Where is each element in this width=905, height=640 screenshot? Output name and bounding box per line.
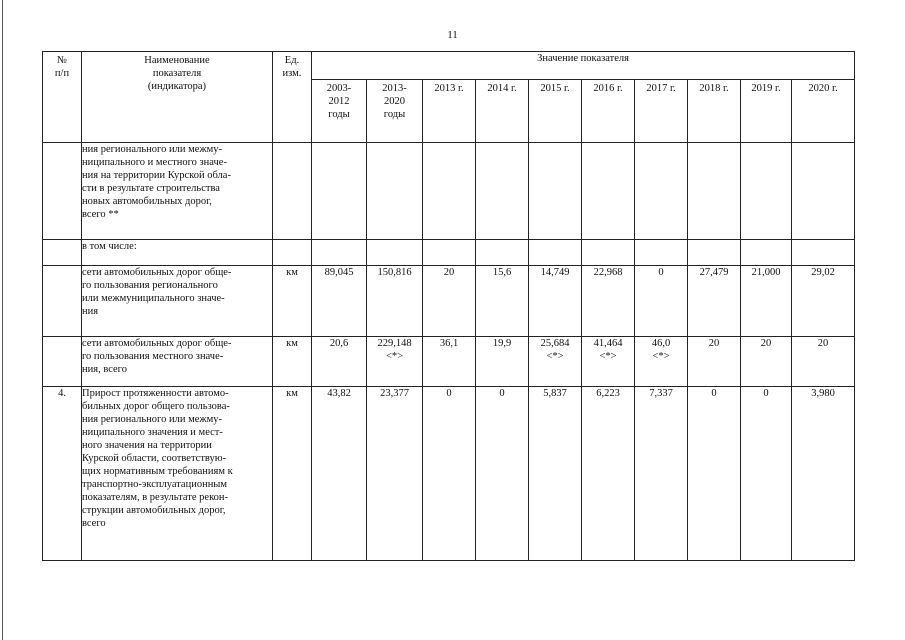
header-unit-line: изм.: [282, 68, 302, 79]
value-cell: [792, 337, 855, 387]
indicator-name-line: ния регионального или межму-: [82, 414, 223, 425]
indicator-name-line: го пользования регионального: [82, 280, 218, 291]
value-cell: [792, 240, 855, 266]
value-cell: [423, 143, 476, 240]
value-line: 0: [711, 388, 717, 399]
indicator-name-line: го пользования местного значе-: [82, 351, 224, 362]
value-line: <*>: [546, 351, 564, 362]
value-cell: [312, 266, 367, 337]
value-line: 36,1: [439, 338, 459, 349]
value-cell: [741, 266, 792, 337]
indicator-name-line: бильных дорог общего пользова-: [82, 401, 230, 412]
value-cell: [582, 387, 635, 561]
value-line: 15,6: [492, 267, 512, 278]
indicator-name: [82, 143, 273, 240]
header-num-line: №: [56, 55, 68, 66]
value-line: 43,82: [327, 388, 351, 399]
value-line: 22,968: [593, 267, 623, 278]
value-line: 25,684: [540, 338, 570, 349]
row-number: [43, 266, 82, 337]
row-number: [43, 240, 82, 266]
header-row: [43, 52, 855, 80]
value-cell: [367, 143, 423, 240]
unit-cell: [273, 240, 312, 266]
value-line: 20: [443, 267, 455, 278]
value-cell: [476, 240, 529, 266]
header-period-line: 2012: [328, 96, 350, 107]
header-unit: [273, 52, 312, 143]
indicator-name-line: новых автомобильных дорог,: [82, 196, 212, 207]
value-cell: [688, 387, 741, 561]
table-row: [43, 266, 855, 337]
value-cell: [582, 240, 635, 266]
value-cell: [423, 387, 476, 561]
value-cell: [688, 143, 741, 240]
value-cell: [792, 266, 855, 337]
unit-cell: км: [273, 266, 312, 337]
row-number: [43, 337, 82, 387]
value-line: 5,837: [543, 388, 567, 399]
value-line: 6,223: [596, 388, 620, 399]
header-num-line: п/п: [54, 68, 70, 79]
value-cell: [529, 266, 582, 337]
value-cell: [741, 143, 792, 240]
table-row: [43, 337, 855, 387]
header-period: [367, 80, 423, 143]
value-line: 229,148: [377, 338, 412, 349]
value-line: 0: [658, 267, 664, 278]
value-line: 20,6: [329, 338, 349, 349]
value-cell: [367, 266, 423, 337]
value-cell: [741, 387, 792, 561]
value-line: 27,479: [699, 267, 729, 278]
indicator-name-line: струкции автомобильных дорог,: [82, 505, 226, 516]
value-line: 89,045: [324, 267, 354, 278]
header-period-line: 2019 г.: [751, 83, 781, 94]
value-line: 3,980: [811, 388, 835, 399]
header-group-label: Значение показателя: [312, 52, 855, 80]
header-period: [635, 80, 688, 143]
indicator-name: [82, 266, 273, 337]
indicator-name-line: ного значения на территории: [82, 440, 212, 451]
indicator-name-line: ния регионального или межму-: [82, 144, 223, 155]
value-cell: [741, 240, 792, 266]
value-cell: [792, 387, 855, 561]
indicator-name-line: показателям, в результате рекон-: [82, 492, 229, 503]
header-name-line: (индикатора): [147, 81, 207, 92]
indicator-name-line: Курской области, соответствую-: [82, 453, 227, 464]
header-period-line: 2017 г.: [646, 83, 676, 94]
indicator-name: [82, 240, 273, 266]
indicator-name-line: сети автомобильных дорог обще-: [82, 267, 232, 278]
value-cell: [529, 240, 582, 266]
header-period: [529, 80, 582, 143]
value-cell: [476, 337, 529, 387]
value-cell: [367, 387, 423, 561]
value-line: 23,377: [380, 388, 409, 399]
page-number: 11: [447, 29, 458, 41]
value-line: 41,464: [593, 338, 623, 349]
indicator-name-line: всего: [82, 518, 106, 529]
value-line: 14,749: [540, 267, 570, 278]
value-line: 0: [499, 388, 505, 399]
indicator-name-line: щих нормативным требованиям к: [82, 466, 233, 477]
value-line: 29,02: [811, 267, 835, 278]
header-period-line: годы: [328, 109, 350, 120]
header-period: [476, 80, 529, 143]
indicator-name-line: ния: [82, 306, 99, 317]
value-cell: [688, 266, 741, 337]
value-cell: [635, 337, 688, 387]
value-cell: [423, 266, 476, 337]
unit-cell: [273, 143, 312, 240]
unit-cell: км: [273, 337, 312, 387]
table-row: [43, 240, 855, 266]
header-period-line: годы: [383, 109, 406, 120]
value-cell: [312, 143, 367, 240]
header-period: [688, 80, 741, 143]
value-cell: [635, 240, 688, 266]
header-num: [43, 52, 82, 143]
header-period-line: 2020: [384, 96, 405, 107]
header-period-line: 2016 г.: [593, 83, 623, 94]
value-line: 20: [760, 338, 772, 349]
value-cell: [582, 266, 635, 337]
indicator-name: [82, 387, 273, 561]
value-cell: [635, 143, 688, 240]
header-period-line: 2014 г.: [487, 83, 517, 94]
value-line: 20: [708, 338, 720, 349]
indicator-name-line: Прирост протяженности автомо-: [82, 388, 229, 399]
value-line: 7,337: [649, 388, 673, 399]
value-cell: [423, 337, 476, 387]
unit-cell: км: [273, 387, 312, 561]
indicator-name-line: ния, всего: [82, 364, 127, 375]
header-period: [582, 80, 635, 143]
value-cell: [582, 337, 635, 387]
indicator-name-line: ниципального значения и мест-: [82, 427, 223, 438]
indicator-name-line: транспортно-эксплуатационным: [82, 479, 228, 490]
value-cell: [635, 266, 688, 337]
value-line: 21,000: [751, 267, 781, 278]
value-cell: [792, 143, 855, 240]
value-line: 150,816: [377, 267, 412, 278]
value-line: 46,0: [651, 338, 671, 349]
header-period-line: 2020 г.: [808, 83, 838, 94]
value-line: <*>: [599, 351, 617, 362]
header-period: [312, 80, 367, 143]
header-period: [423, 80, 476, 143]
value-line: 20: [817, 338, 829, 349]
row-number: 4.: [43, 387, 82, 561]
value-cell: [741, 337, 792, 387]
value-cell: [423, 240, 476, 266]
indicator-name: [82, 337, 273, 387]
value-cell: [312, 337, 367, 387]
header-name-line: показателя: [152, 68, 202, 79]
value-cell: [688, 240, 741, 266]
indicator-table: [42, 51, 855, 561]
indicator-name-line: всего **: [82, 209, 119, 220]
value-cell: [582, 143, 635, 240]
value-line: <*>: [385, 351, 404, 362]
value-cell: [367, 240, 423, 266]
value-cell: [688, 337, 741, 387]
indicator-name-line: или межмуниципального значе-: [82, 293, 225, 304]
value-line: 0: [763, 388, 769, 399]
header-period: [741, 80, 792, 143]
value-cell: [367, 337, 423, 387]
value-cell: [312, 387, 367, 561]
header-name-line: Наименование: [144, 55, 210, 66]
value-cell: [476, 387, 529, 561]
indicator-name-line: ниципального и местного значе-: [82, 157, 227, 168]
value-cell: [476, 266, 529, 337]
value-line: <*>: [652, 351, 670, 362]
value-cell: [529, 337, 582, 387]
header-period: [792, 80, 855, 143]
header-period-line: 2018 г.: [699, 83, 729, 94]
header-name: [82, 52, 273, 143]
page-left-edge: [2, 0, 3, 640]
indicator-name-line: в том числе:: [82, 241, 137, 252]
header-unit-line: Ед.: [284, 55, 300, 66]
table-row: [43, 387, 855, 561]
value-cell: [635, 387, 688, 561]
value-cell: [529, 387, 582, 561]
value-line: 19,9: [492, 338, 512, 349]
row-number: [43, 143, 82, 240]
header-period-line: 2013 г.: [434, 83, 464, 94]
header-period-line: 2003-: [326, 83, 352, 94]
indicator-name-line: сти в результате строительства: [82, 183, 220, 194]
header-period-line: 2015 г.: [540, 83, 570, 94]
table-row: [43, 143, 855, 240]
value-line: 0: [446, 388, 452, 399]
value-cell: [476, 143, 529, 240]
indicator-name-line: сети автомобильных дорог обще-: [82, 338, 232, 349]
header-period-line: 2013-: [382, 83, 407, 94]
indicator-name-line: ния на территории Курской обла-: [82, 170, 231, 181]
value-cell: [312, 240, 367, 266]
value-cell: [529, 143, 582, 240]
